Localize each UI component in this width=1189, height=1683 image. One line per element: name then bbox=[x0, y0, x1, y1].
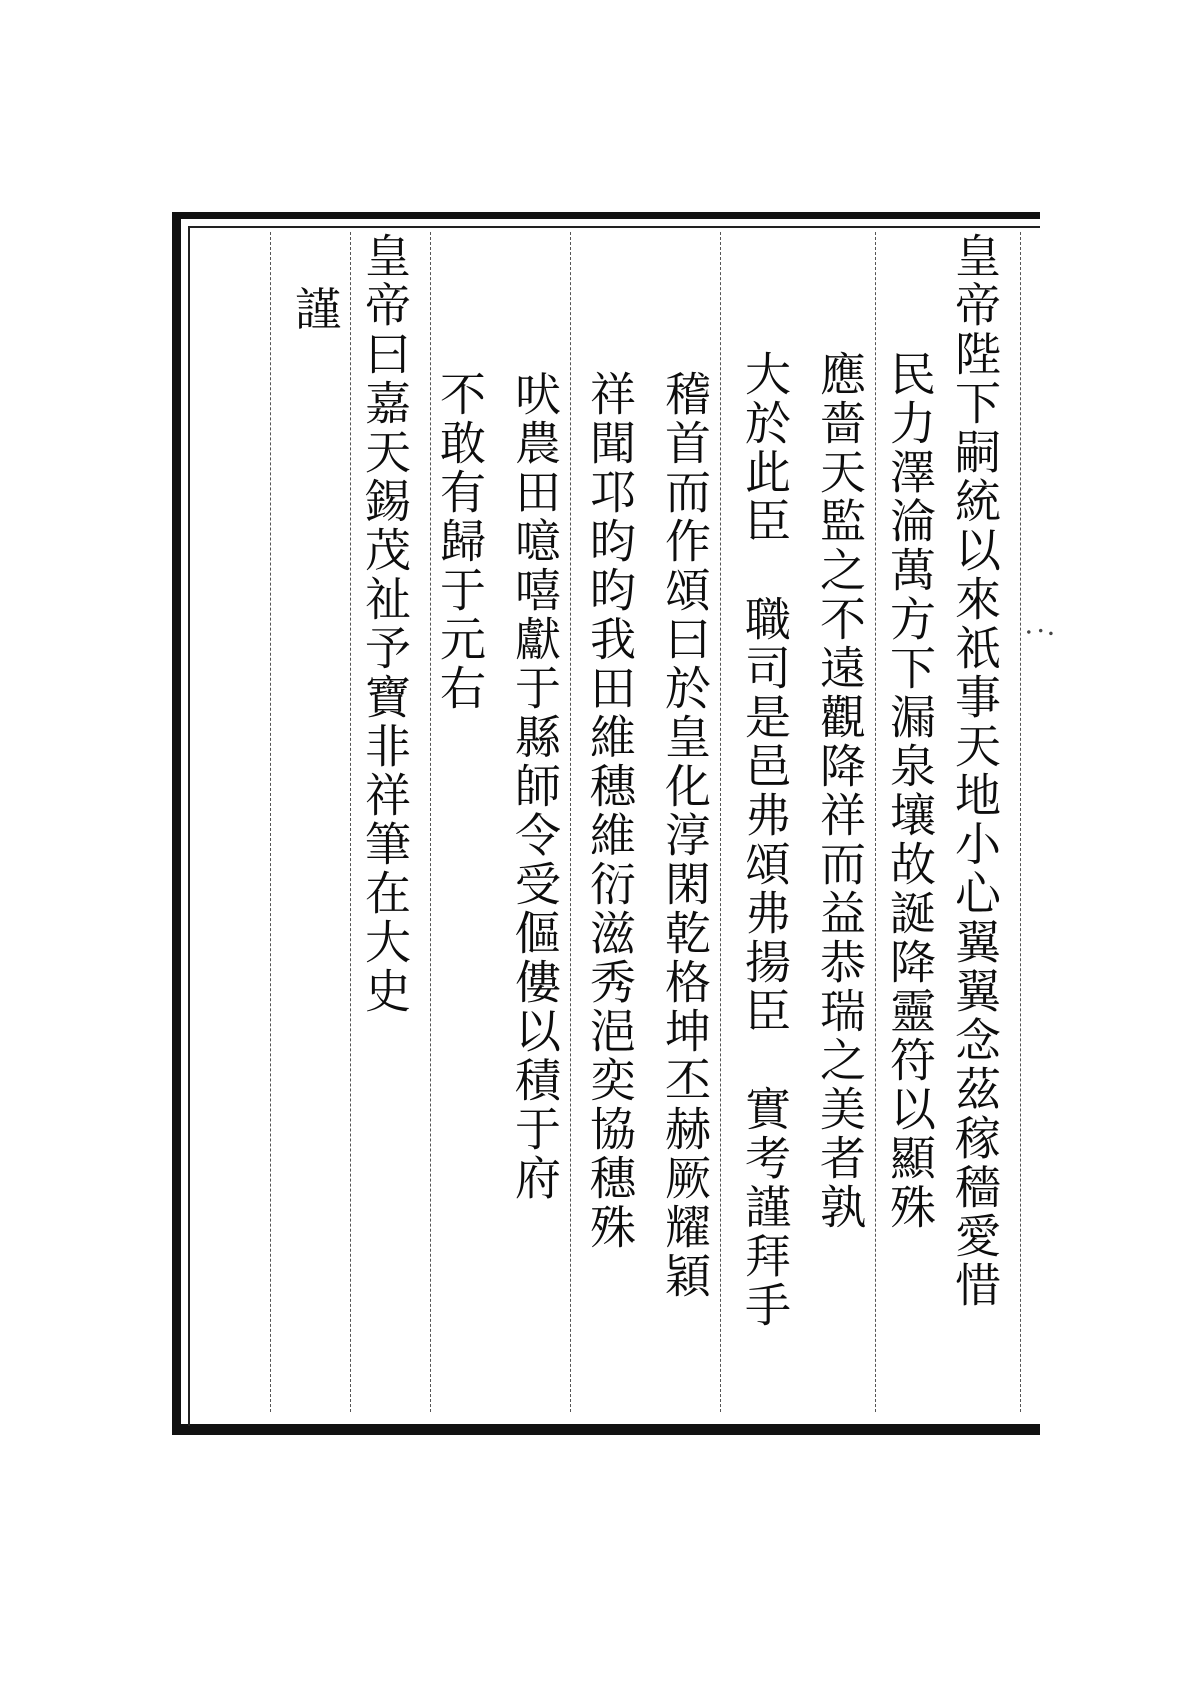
frame-inner-left-rule bbox=[188, 226, 190, 1426]
column-rule bbox=[720, 232, 721, 1412]
text-column-1: 皇帝陛下嗣統以來祇事天地小心翼翼念茲稼穡愛惜 bbox=[948, 232, 1002, 1310]
text-column-4: 大於此臣 職司是邑弗頌弗揚臣 實考謹拜手 bbox=[738, 350, 792, 1330]
column-rule bbox=[350, 232, 351, 1412]
text-column-8: 不敢有歸于元右 bbox=[433, 370, 487, 713]
column-rule bbox=[270, 232, 271, 1412]
text-column-6: 祥聞邛昀昀我田維穗維衍滋秀浥奕協穗殊 bbox=[583, 370, 637, 1252]
text-column-9: 皇帝曰嘉天錫茂祉予寶非祥筆在大史 bbox=[358, 232, 412, 1016]
column-rule bbox=[570, 232, 571, 1412]
text-column-5: 稽首而作頌曰於皇化淳閑乾格坤丕赫厥耀穎 bbox=[658, 370, 712, 1301]
text-column-3: 應嗇天監之不遠觀降祥而益恭瑞之美者孰 bbox=[813, 350, 867, 1232]
column-rule bbox=[875, 232, 876, 1412]
ink-speck bbox=[1022, 625, 1056, 639]
text-column-2: 民力澤淪萬方下漏泉壤故誕降靈符以顯殊 bbox=[883, 350, 937, 1232]
frame-inner-top-rule bbox=[190, 226, 1040, 228]
column-rule bbox=[1020, 232, 1021, 1412]
text-column-7: 吠農田噫嘻獻于縣師令受傴僂以積于府 bbox=[508, 370, 562, 1203]
text-column-10: 謹 bbox=[288, 285, 342, 334]
